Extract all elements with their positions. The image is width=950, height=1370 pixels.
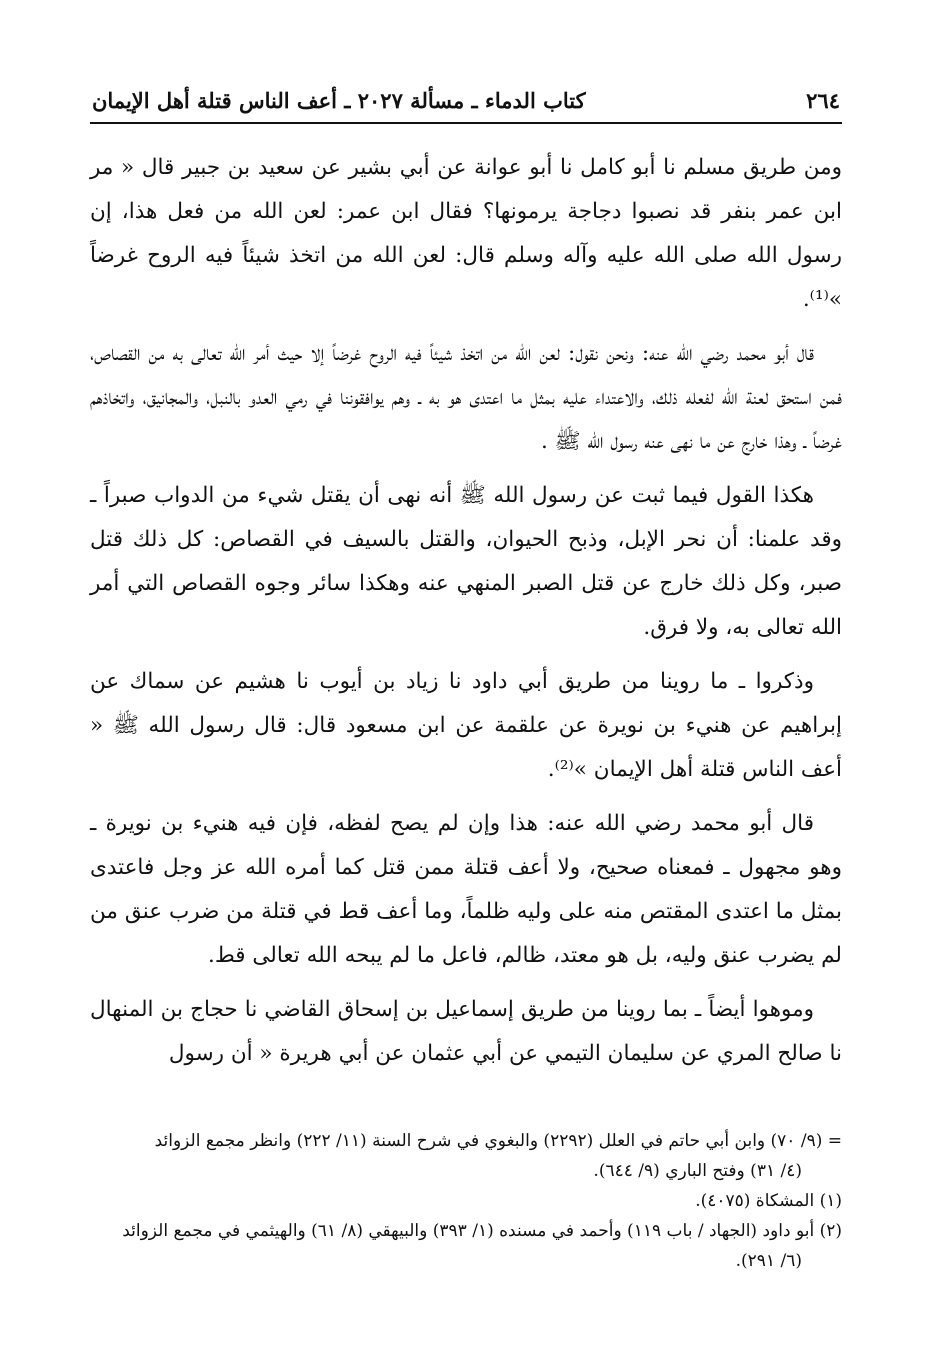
- paragraph: وموهوا أيضاً ـ بما روينا من طريق إسماعيل بن إسحاق القاضي نا حجاج بن المنهال نا صالح المري عن سليمان التيمي عن أبي عثمان عن أبي هريرة « أن رسول: [90, 997, 842, 1066]
- footnotes: [90, 1126, 842, 1276]
- paragraph: هكذا القول فيما ثبت عن رسول الله ﷺ أنه نهى أن يقتل شيء من الدواب صبراً ـ وقد علمنا: أن نحر الإبل، وذبح الحيوان، والقتل بالسيف في القصاص: كل ذلك قتل صبر، وكل ذلك خارج عن قتل الصبر المنهي عنه وهكذا سائر وجوه القصاص التي أمر الله تعالى به، ولا فرق.: [90, 483, 842, 640]
- footnote-continuation: (٤/ ٣١) وفتح الباري (٩/ ٦٤٤).: [593, 1161, 802, 1181]
- paragraph: وذكروا ـ ما روينا من طريق أبي داود نا زياد بن أيوب نا هشيم عن سماك عن إبراهيم عن هنيء بن نويرة عن علقمة عن ابن مسعود قال: قال رسول الله ﷺ « أعف الناس قتلة أهل الإيمان »⁽²⁾.: [90, 669, 842, 782]
- page-header: [92, 80, 840, 120]
- page-number: ٢٦٤: [806, 87, 840, 113]
- paragraph: قال أبو محمد رضي الله عنه: هذا وإن لم يصح لفظه، فإن فيه هنيء بن نويرة ـ وهو مجهول ـ فمعناه صحيح، ولا أعف قتلة ممن قتل كما أمره الله عز وجل فاعتدى بمثل ما اعتدى المقتص منه على وليه ظلماً، وما أعف قط في قتلة من ضرب عنق من لم يضرب عنق وليه، بل هو معتد، ظالم، فاعل ما لم يبحه الله تعالى قط.: [90, 811, 842, 968]
- footnote-2-continuation: (٦/ ٢٩١).: [735, 1251, 802, 1271]
- header-divider: [90, 122, 842, 124]
- paragraph: قال أبو محمد رضي الله عنه: ونحن نقول: لعن الله من اتخذ شيئاً فيه الروح غرضاً إلا حيث أمر الله تعالى به من القصاص، فمن استحق لعنة الله لفعله ذلك، والاعتداء عليه بمثل ما اعتدى هو به ـ وهم يوافقوننا في رمي العدو بالنبل، والمجانيق، واتخاذهم غرضاً ـ وهذا خارج عن ما نهى عنه رسول الله ﷺ .: [90, 341, 842, 454]
- running-title: كتاب الدماء ـ مسألة ٢٠٢٧ ـ أعف الناس قتلة أهل الإيمان: [92, 87, 586, 113]
- footnote-2: (٢) أبو داود (الجهاد / باب ١١٩) وأحمد في مسنده (١/ ٣٩٣) والبيهقي (٨/ ٦١) والهيثمي في مجمع الزوائد: [122, 1221, 842, 1241]
- footnote-continuation: = (٩/ ٧٠) وابن أبي حاتم في العلل (٢٢٩٢) والبغوي في شرح السنة (١١/ ٢٢٢) وانظر مجمع الزوائد: [154, 1131, 842, 1151]
- footnote-1: (١) المشكاة (٤٠٧٥).: [695, 1191, 842, 1211]
- main-text: [90, 146, 842, 1086]
- paragraph: ومن طريق مسلم نا أبو كامل نا أبو عوانة عن أبي بشير عن سعيد بن جبير قال « مر ابن عمر بنفر قد نصبوا دجاجة يرمونها؟ فقال ابن عمر: لعن الله من فعل هذا، إن رسول الله صلى الله عليه وآله وسلم قال: لعن الله من اتخذ شيئاً فيه الروح غرضاً »⁽¹⁾.: [90, 155, 842, 312]
